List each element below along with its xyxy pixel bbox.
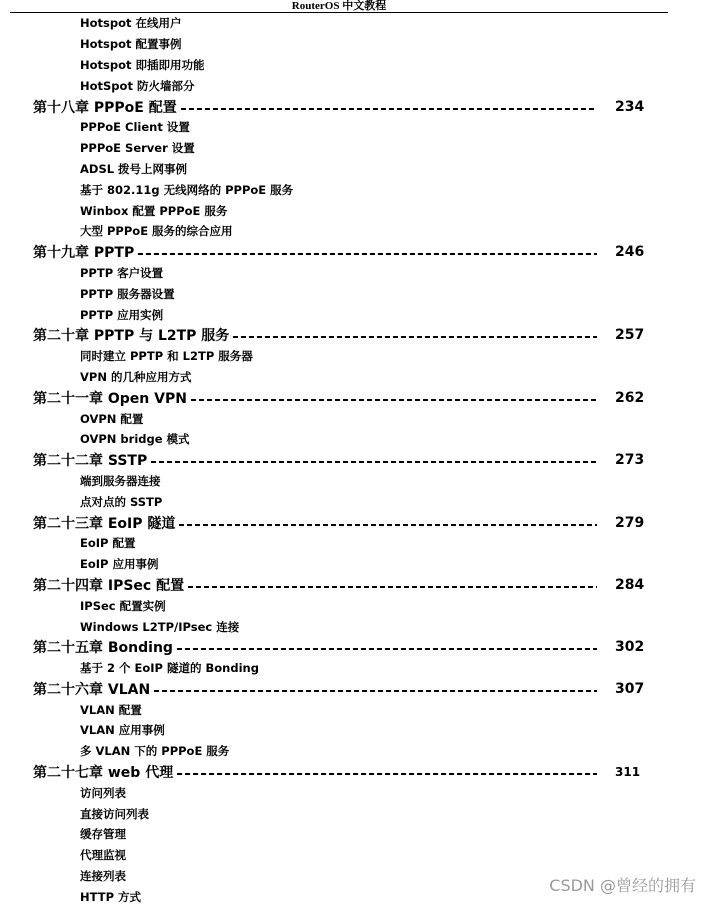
dot-leader [177,773,597,775]
page-number: 262 [615,389,645,406]
watermark: CSDN @曾经的拥有 [549,876,696,895]
subitem-title: 点对点的 SSTP [80,494,163,509]
subitem-title: PPTP 应用实例 [80,307,164,322]
subitem-title: Hotspot 在线用户 [80,16,182,31]
dot-leader [181,108,597,110]
toc-subitem [0,741,712,762]
toc-subitem [0,221,712,242]
subitem-title: Windows L2TP/IPsec 连接 [80,619,240,634]
toc-subitem [0,616,712,637]
subitem-title: 同时建立 PPTP 和 L2TP 服务器 [80,349,253,364]
toc-subitem [0,408,712,429]
dot-leader [151,461,597,463]
subitem-title: VLAN 配置 [80,702,142,717]
toc-subitem [0,283,712,304]
chapter-title: 第二十一章 Open VPN [33,390,187,407]
subitem-title: 基于 2 个 EoIP 隧道的 Bonding [80,661,259,676]
dot-leader [177,648,597,650]
dot-leader [154,690,597,692]
subitem-title: 多 VLAN 下的 PPPoE 服务 [80,744,230,759]
subitem-title: 端到服务器连接 [80,473,161,488]
subitem-title: 代理监视 [80,848,126,863]
subitem-title: VPN 的几种应用方式 [80,369,192,384]
chapter-title: 第十九章 PPTP [33,245,135,262]
page-number: 307 [615,680,645,697]
toc-subitem [0,263,712,284]
toc-subitem [0,346,712,367]
toc-subitem [0,200,712,221]
dot-leader [179,524,597,526]
toc-chapter [0,450,645,471]
subitem-title: 缓存管理 [80,827,126,842]
subitem-title: Winbox 配置 PPPoE 服务 [80,203,228,218]
toc-subitem [0,75,712,96]
subitem-title: VLAN 应用事例 [80,723,165,738]
subitem-title: PPTP 客户设置 [80,265,164,280]
subitem-title: PPPoE Client 设置 [80,120,190,135]
table-of-contents [0,13,712,907]
toc-subitem [0,34,712,55]
toc-subitem [0,159,712,180]
toc-subitem [0,471,712,492]
toc-chapter [0,575,645,596]
subitem-title: 连接列表 [80,869,126,884]
toc-chapter [0,679,645,700]
toc-chapter [0,325,645,346]
toc-chapter [0,637,645,658]
toc-subitem [0,429,712,450]
page-number: 273 [615,452,645,469]
chapter-title: 第二十五章 Bonding [33,640,173,657]
toc-subitem [0,533,712,554]
toc-chapter [0,387,645,408]
subitem-title: Hotspot 配置事例 [80,37,182,52]
subitem-title: HTTP 方式 [80,889,142,904]
subitem-title: 直接访问列表 [80,806,149,821]
toc-subitem [0,782,712,803]
toc-subitem [0,138,712,159]
subitem-title: OVPN 配置 [80,411,144,426]
page-number: 257 [615,327,645,344]
subitem-title: EoIP 应用事例 [80,557,159,572]
chapter-title: 第二十四章 IPSec 配置 [33,577,185,594]
chapter-title: 第十八章 PPPoE 配置 [33,99,177,116]
subitem-title: HotSpot 防火墙部分 [80,78,195,93]
chapter-title: 第二十三章 EoIP 隧道 [33,515,176,532]
toc-subitem [0,658,712,679]
page-number: 302 [615,639,645,656]
page-number: 246 [615,244,645,261]
toc-subitem [0,699,712,720]
toc-chapter [0,762,645,783]
subitem-title: 大型 PPPoE 服务的综合应用 [80,224,233,239]
chapter-title: 第二十二章 SSTP [33,453,148,470]
toc-subitem [0,595,712,616]
toc-subitem [0,803,712,824]
toc-subitem [0,491,712,512]
page-number: 311 [615,765,641,780]
chapter-title: 第二十七章 web 代理 [33,765,174,782]
subitem-title: 访问列表 [80,785,126,800]
toc-subitem [0,824,712,845]
dot-leader [233,336,597,338]
subitem-title: PPPoE Server 设置 [80,141,195,156]
chapter-title: 第二十章 PPTP 与 L2TP 服务 [33,328,230,345]
toc-subitem [0,13,712,34]
page-number: 279 [615,514,645,531]
toc-subitem [0,117,712,138]
subitem-title: IPSec 配置实例 [80,598,166,613]
page-number: 234 [615,98,645,115]
subitem-title: Hotspot 即插即用功能 [80,57,205,72]
toc-chapter [0,96,645,117]
toc-subitem [0,179,712,200]
subitem-title: PPTP 服务器设置 [80,286,175,301]
toc-chapter [0,242,645,263]
toc-chapter [0,512,645,533]
subitem-title: EoIP 配置 [80,536,136,551]
subitem-title: 基于 802.11g 无线网络的 PPPoE 服务 [80,182,294,197]
toc-subitem [0,304,712,325]
subitem-title: ADSL 拨号上网事例 [80,161,188,176]
subitem-title: OVPN bridge 模式 [80,432,190,447]
chapter-title: 第二十六章 VLAN [33,681,151,698]
toc-subitem [0,55,712,76]
toc-subitem [0,845,712,866]
page-number: 284 [615,576,645,593]
dot-leader [188,586,597,588]
page-header: RouterOS 中文教程 [10,0,668,13]
dot-leader [191,399,597,401]
toc-subitem [0,367,712,388]
dot-leader [138,253,597,255]
toc-subitem [0,554,712,575]
toc-subitem [0,720,712,741]
